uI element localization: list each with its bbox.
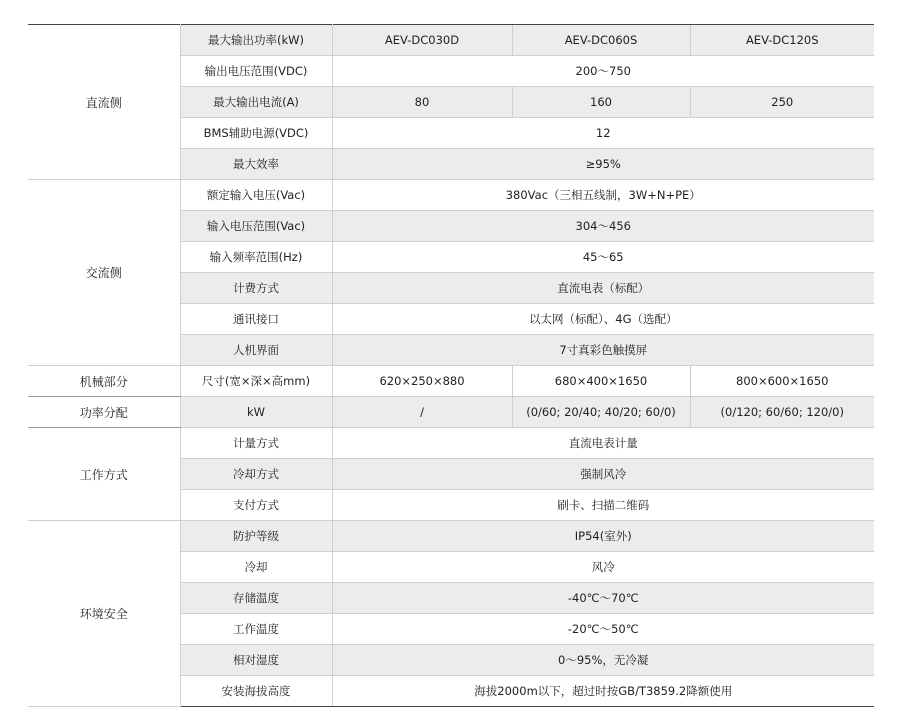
cell-in-freq: 45～65 xyxy=(332,242,874,273)
group-work: 工作方式 xyxy=(28,428,180,521)
cell-rated-in-voltage: 380Vac（三相五线制，3W+N+PE） xyxy=(332,180,874,211)
group-mech: 机械部分 xyxy=(28,366,180,397)
group-env: 环境安全 xyxy=(28,521,180,707)
cell-model-1: AEV-DC030D xyxy=(332,25,512,56)
row-label-storage-temp: 存储温度 xyxy=(180,583,332,614)
cell-cooling: 风冷 xyxy=(332,552,874,583)
row-label-kw: kW xyxy=(180,397,332,428)
row-label-billing: 计费方式 xyxy=(180,273,332,304)
row-label-work-temp: 工作温度 xyxy=(180,614,332,645)
cell-in-voltage-range: 304～456 xyxy=(332,211,874,242)
row-label-max-current: 最大输出电流(A) xyxy=(180,87,332,118)
cell-payment: 刷卡、扫描二维码 xyxy=(332,490,874,521)
cell-bms: 12 xyxy=(332,118,874,149)
row-label-max-power: 最大输出功率(kW) xyxy=(180,25,332,56)
row-label-comm: 通讯接口 xyxy=(180,304,332,335)
row-label-out-voltage: 输出电压范围(VDC) xyxy=(180,56,332,87)
row-label-payment: 支付方式 xyxy=(180,490,332,521)
table-row xyxy=(28,180,874,211)
table-row xyxy=(28,397,874,428)
cell-out-voltage: 200～750 xyxy=(332,56,874,87)
cell-protection: IP54(室外) xyxy=(332,521,874,552)
cell-comm: 以太网（标配）、4G（选配） xyxy=(332,304,874,335)
group-dc: 直流侧 xyxy=(28,25,180,180)
row-label-cooling: 冷却 xyxy=(180,552,332,583)
group-ac: 交流侧 xyxy=(28,180,180,366)
cell-billing: 直流电表（标配） xyxy=(332,273,874,304)
spec-table xyxy=(28,24,874,707)
table-row xyxy=(28,428,874,459)
cell-current-1: 80 xyxy=(332,87,512,118)
cell-size-2: 680×400×1650 xyxy=(512,366,690,397)
cell-altitude: 海拔2000m以下，超过时按GB/T3859.2降额使用 xyxy=(332,676,874,707)
cell-current-3: 250 xyxy=(690,87,874,118)
cell-size-1: 620×250×880 xyxy=(332,366,512,397)
cell-hmi: 7寸真彩色触摸屏 xyxy=(332,335,874,366)
group-power: 功率分配 xyxy=(28,397,180,428)
cell-model-3: AEV-DC120S xyxy=(690,25,874,56)
row-label-altitude: 安装海拔高度 xyxy=(180,676,332,707)
row-label-bms: BMS辅助电源(VDC) xyxy=(180,118,332,149)
row-label-max-eff: 最大效率 xyxy=(180,149,332,180)
row-label-rated-in-voltage: 额定输入电压(Vac) xyxy=(180,180,332,211)
row-label-humidity: 相对湿度 xyxy=(180,645,332,676)
cell-model-2: AEV-DC060S xyxy=(512,25,690,56)
row-label-metering: 计量方式 xyxy=(180,428,332,459)
row-label-hmi: 人机界面 xyxy=(180,335,332,366)
cell-kw-1: / xyxy=(332,397,512,428)
cell-storage-temp: -40℃～70℃ xyxy=(332,583,874,614)
row-label-size: 尺寸(宽×深×高mm) xyxy=(180,366,332,397)
row-label-protection: 防护等级 xyxy=(180,521,332,552)
cell-cooling-mode: 强制风冷 xyxy=(332,459,874,490)
table-row xyxy=(28,366,874,397)
row-label-in-freq: 输入频率范围(Hz) xyxy=(180,242,332,273)
cell-current-2: 160 xyxy=(512,87,690,118)
table-row xyxy=(28,521,874,552)
cell-work-temp: -20℃～50℃ xyxy=(332,614,874,645)
table-row xyxy=(28,25,874,56)
cell-max-eff: ≥95% xyxy=(332,149,874,180)
cell-metering: 直流电表计量 xyxy=(332,428,874,459)
cell-humidity: 0～95%，无冷凝 xyxy=(332,645,874,676)
row-label-cooling-mode: 冷却方式 xyxy=(180,459,332,490)
row-label-in-voltage-range: 输入电压范围(Vac) xyxy=(180,211,332,242)
cell-kw-2: (0/60; 20/40; 40/20; 60/0) xyxy=(512,397,690,428)
cell-kw-3: (0/120; 60/60; 120/0) xyxy=(690,397,874,428)
cell-size-3: 800×600×1650 xyxy=(690,366,874,397)
